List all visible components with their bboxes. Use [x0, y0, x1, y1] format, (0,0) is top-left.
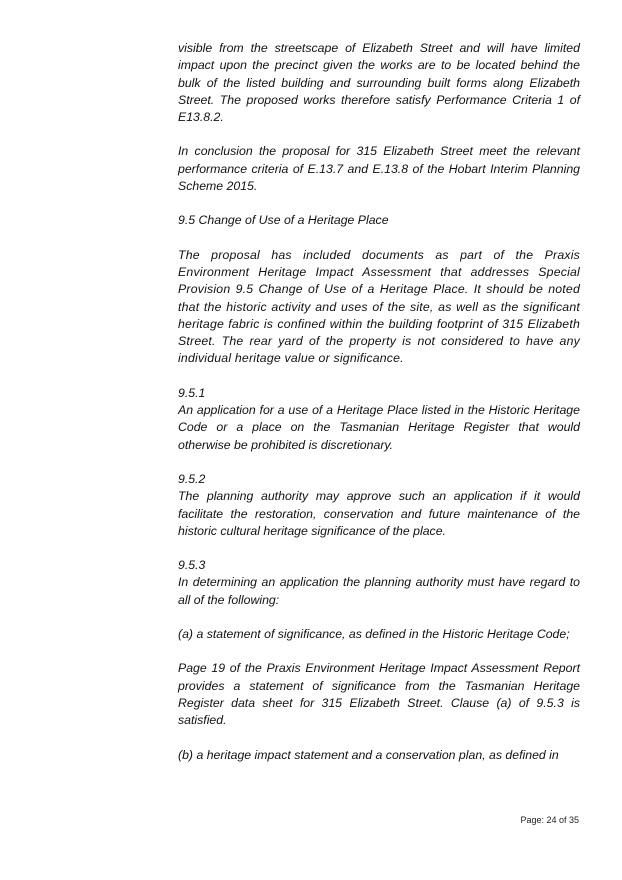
paragraph-streetscape: visible from the streetscape of Elizabeth Street and will have limited impact upon the precinct given the works are to be located behind the bulk of the listed building and surrounding built forms along Elizabeth Street. The proposed works therefore satisfy Performance Criteria 1 of E13.8.2.: [178, 41, 580, 125]
paragraph-heritage-assessment: The proposal has included documents as part of the Praxis Environment Heritage Impact Assessment that addresses Special Provision 9.5 Change of Use of a Heritage Place. It should be noted that the historic activity and uses of the site, as well as the significant heritage fabric is confined within the building footprint of 315 Elizabeth Street. The rear yard of the property is not considered to have any individual heritage value or significance.: [178, 247, 580, 366]
paragraph-conclusion: In conclusion the proposal for 315 Elizabeth Street meet the relevant performance criteria of E.13.7 and E.13.8 of the Hobart Interim Planning Scheme 2015.: [178, 144, 580, 194]
page-number: Page: 24 of 35: [520, 815, 579, 825]
paragraph-clause-a: (a) a statement of significance, as defined in the Historic Heritage Code;: [178, 627, 570, 642]
paragraph-9-5-1: An application for a use of a Heritage Place listed in the Historic Heritage Code or a place on the Tasmanian Heritage Register that would otherwise be prohibited is discretionary.: [178, 403, 580, 452]
section-heading-9-5: 9.5 Change of Use of a Heritage Place: [178, 213, 389, 228]
paragraph-9-5-3: In determining an application the planning authority must have regard to all of the following:: [178, 575, 580, 607]
paragraph-9-5-2: The planning authority may approve such an application if it would facilitate the restoration, conservation and future maintenance of the historic cultural heritage significance of the place.: [178, 489, 580, 538]
paragraph-statement-of-significance: Page 19 of the Praxis Environment Heritage Impact Assessment Report provides a statement of significance from the Tasmanian Heritage Register data sheet for 315 Elizabeth Street. Clause (a) of 9.5.3 is satisfied.: [178, 661, 580, 728]
document-body: [178, 40, 580, 781]
paragraph-clause-b: (b) a heritage impact statement and a conservation plan, as defined in: [178, 747, 559, 762]
clause-number-9-5-3: 9.5.3: [178, 558, 206, 573]
clause-number-9-5-2: 9.5.2: [178, 471, 206, 486]
clause-number-9-5-1: 9.5.1: [178, 385, 206, 400]
